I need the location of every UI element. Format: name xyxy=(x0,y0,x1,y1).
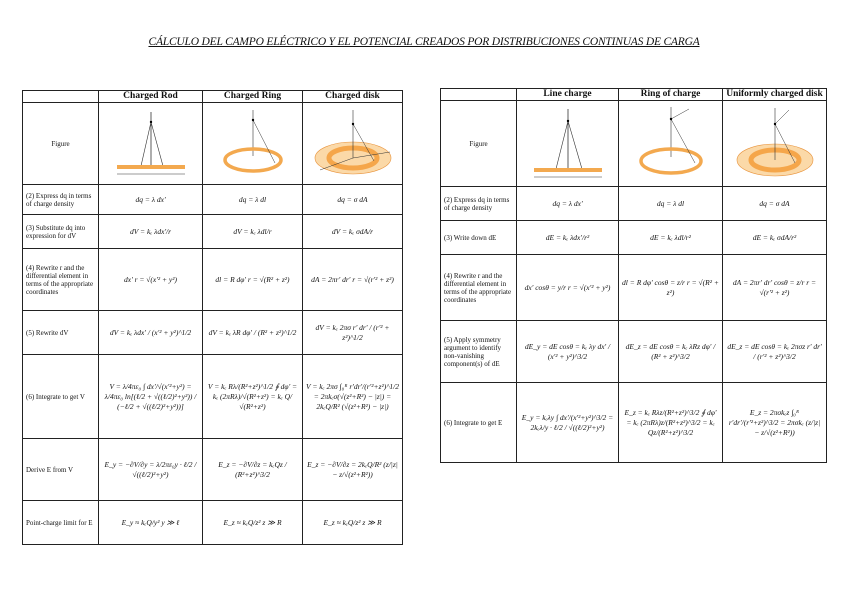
figure-disk xyxy=(303,103,403,185)
figure-line-charge xyxy=(517,101,619,187)
right-header-disk: Uniformly charged disk xyxy=(723,89,827,101)
row-label: (6) Integrate to get V xyxy=(23,355,99,439)
cell: E_y ≈ kₑQ/y² y ≫ ℓ xyxy=(99,501,203,545)
cell: E_y = kₑλy ∫ dx'/(x'²+y²)^3/2 = 2kₑλ/y · ℓ/2 / √((ℓ/2)²+y²) xyxy=(517,383,619,463)
cell: dV = kₑ λdx' / (x'² + y²)^1/2 xyxy=(99,311,203,355)
row-label: (4) Rewrite r and the differential element in terms of the appropriate coordinates xyxy=(441,255,517,321)
cell: E_z = kₑ Rλz/(R²+z²)^3/2 ∮ dφ' = kₑ (2πRλ)z/(R²+z²)^3/2 = kₑ Qz/(R²+z²)^3/2 xyxy=(619,383,723,463)
cell: E_y = −∂V/∂y = λ/2πε₀y · ℓ/2 / √((ℓ/2)²+y²) xyxy=(99,439,203,501)
cell: dA = 2πr' dr' r = √(r'² + z²) xyxy=(303,249,403,311)
row-label: (5) Rewrite dV xyxy=(23,311,99,355)
cell: dE_y = dE cosθ = kₑ λy dx' / (x'² + y²)^3/2 xyxy=(517,321,619,383)
right-header-line: Line charge xyxy=(517,89,619,101)
cell: V = λ/4πε₀ ∫ dx'/√(x'²+y²) = λ/4πε₀ ln[(ℓ/2 + √((ℓ/2)²+y²)) / (−ℓ/2 + √((ℓ/2)²+y²))] xyxy=(99,355,203,439)
cell: dE = kₑ σdA/r² xyxy=(723,221,827,255)
row-label: Derive E from V xyxy=(23,439,99,501)
left-header-ring: Charged Ring xyxy=(203,91,303,103)
row-label: (2) Express dq in terms of charge density xyxy=(441,187,517,221)
cell: dV = kₑ σdA/r xyxy=(303,215,403,249)
cell: dE_z = dE cosθ = kₑ λRz dφ' / (R² + z²)^3/2 xyxy=(619,321,723,383)
cell: dV = kₑ 2πσ r' dr' / (r'² + z²)^1/2 xyxy=(303,311,403,355)
row-label: (5) Apply symmetry argument to identify non-vanishing component(s) of dE xyxy=(441,321,517,383)
row-label: (6) Integrate to get E xyxy=(441,383,517,463)
right-header-empty xyxy=(441,89,517,101)
cell: dq = λ dl xyxy=(203,185,303,215)
left-header-rod: Charged Rod xyxy=(99,91,203,103)
cell: E_z = 2πσkₑz ∫₀ᴿ r'dr'/(r'²+z²)^3/2 = 2πσkₑ (z/|z| − z/√(z²+R²)) xyxy=(723,383,827,463)
cell: dE = kₑ λdl/r² xyxy=(619,221,723,255)
figure-ring xyxy=(203,103,303,185)
cell: dV = kₑ λdl/r xyxy=(203,215,303,249)
cell: E_z = −∂V/∂z = 2kₑQ/R² (z/|z| − z/√(z²+R²)) xyxy=(303,439,403,501)
cell: dq = σ dA xyxy=(723,187,827,221)
cell: V = kₑ Rλ/(R²+z²)^1/2 ∮ dφ' = kₑ (2πRλ)/√(R²+z²) = kₑ Q/√(R²+z²) xyxy=(203,355,303,439)
row-label: Figure xyxy=(23,103,99,185)
cell: dq = λ dl xyxy=(619,187,723,221)
row-label: Point-charge limit for E xyxy=(23,501,99,545)
cell: E_z = −∂V/∂z = kₑQz / (R²+z²)^3/2 xyxy=(203,439,303,501)
cell: E_z ≈ kₑQ/z² z ≫ R xyxy=(203,501,303,545)
cell: dq = σ dA xyxy=(303,185,403,215)
cell: dx' cosθ = y/r r = √(x'² + y²) xyxy=(517,255,619,321)
row-label: (4) Rewrite r and the differential element in terms of the appropriate coordinates xyxy=(23,249,99,311)
row-label: (2) Express dq in terms of charge density xyxy=(23,185,99,215)
left-header-disk: Charged disk xyxy=(303,91,403,103)
row-label: (3) Substitute dq into expression for dV xyxy=(23,215,99,249)
cell: dl = R dφ' cosθ = z/r r = √(R² + z²) xyxy=(619,255,723,321)
cell: dE = kₑ λdx'/r² xyxy=(517,221,619,255)
left-header-empty xyxy=(23,91,99,103)
left-table xyxy=(22,90,403,545)
cell: V = kₑ 2πσ ∫₀ᴿ r'dr'/(r'²+z²)^1/2 = 2πkₑσ(√(z²+R²) − |z|) = 2kₑQ/R² (√(z²+R²) − |z|) xyxy=(303,355,403,439)
figure-rod xyxy=(99,103,203,185)
figure-ring-of-charge xyxy=(619,101,723,187)
cell: E_z ≈ kₑQ/z² z ≫ R xyxy=(303,501,403,545)
cell: dl = R dφ' r = √(R² + z²) xyxy=(203,249,303,311)
cell: dE_z = dE cosθ = kₑ 2πσz r' dr' / (r'² + z²)^3/2 xyxy=(723,321,827,383)
cell: dV = kₑ λR dφ' / (R² + z²)^1/2 xyxy=(203,311,303,355)
right-table xyxy=(440,88,827,463)
row-label: Figure xyxy=(441,101,517,187)
cell: dV = kₑ λdx'/r xyxy=(99,215,203,249)
page-title: CÁLCULO DEL CAMPO ELÉCTRICO Y EL POTENCIAL CREADOS POR DISTRIBUCIONES CONTINUAS DE CARGA xyxy=(148,36,700,48)
cell: dq = λ dx' xyxy=(517,187,619,221)
cell: dA = 2πr' dr' cosθ = z/r r = √(r'² + z²) xyxy=(723,255,827,321)
cell: dx' r = √(x'² + y²) xyxy=(99,249,203,311)
figure-uniform-disk xyxy=(723,101,827,187)
right-header-ring: Ring of charge xyxy=(619,89,723,101)
row-label: (3) Write down dE xyxy=(441,221,517,255)
cell: dq = λ dx' xyxy=(99,185,203,215)
